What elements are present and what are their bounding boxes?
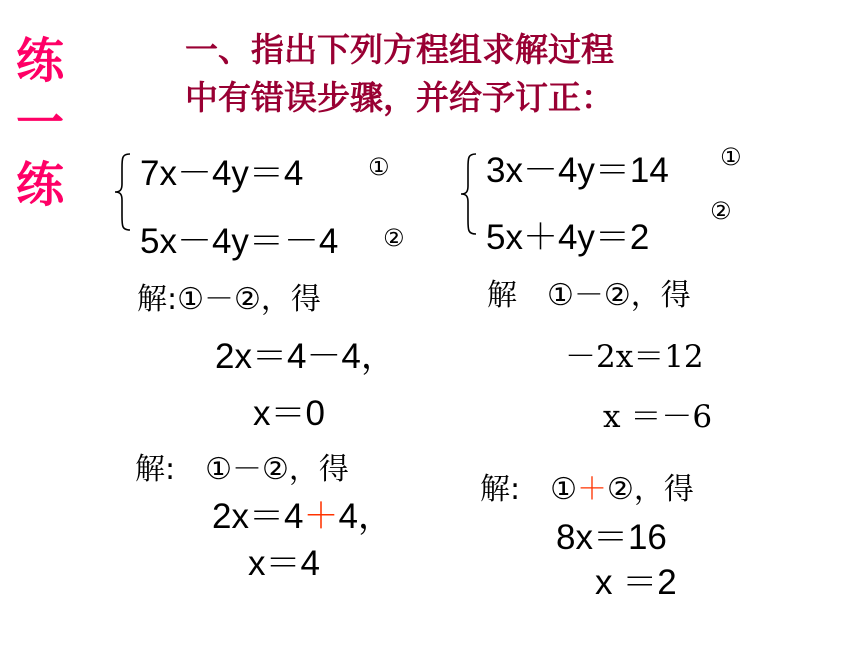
right-correct-line-1: 8x＝16 bbox=[556, 518, 667, 557]
right-equation-1: 3x－4y＝14 bbox=[486, 151, 669, 190]
side-title-char-3: 练 bbox=[15, 157, 64, 213]
left-wrong-line-2: x＝0 bbox=[253, 394, 325, 433]
left-wrong-line-1: 2x＝4－4， bbox=[215, 337, 396, 376]
left-correct-step: 解: ①－②，得 bbox=[135, 452, 349, 487]
right-equation-2-mark: ② bbox=[710, 197, 732, 225]
left-system-brace bbox=[112, 152, 134, 232]
left-wrong-step: 解:①－②，得 bbox=[137, 282, 321, 317]
right-wrong-step: 解 ①－②，得 bbox=[487, 278, 691, 313]
right-correct-step-b: ②，得 bbox=[607, 472, 694, 507]
left-correct-line-1-a: 2x＝4 bbox=[212, 497, 304, 536]
right-correct-step-a: 解: ① bbox=[480, 472, 578, 507]
heading-line-2: 中有错误步骤，并给予订正： bbox=[185, 78, 614, 117]
right-correct-step bbox=[480, 464, 694, 508]
left-correct-line-1-b: 4， bbox=[338, 497, 393, 536]
side-title-char-2: 一 bbox=[15, 95, 64, 151]
right-correct-line-2: x ＝2 bbox=[595, 563, 677, 602]
heading-line-1: 一、指出下列方程组求解过程 bbox=[185, 30, 614, 69]
left-equation-2-mark: ② bbox=[383, 224, 405, 252]
left-correct-line-1 bbox=[212, 489, 393, 539]
right-system-brace bbox=[458, 152, 480, 236]
right-correct-plus-sign: ＋ bbox=[577, 472, 608, 507]
right-equation-1-mark: ① bbox=[720, 143, 742, 171]
left-correct-plus-sign: ＋ bbox=[303, 497, 339, 536]
right-equation-2: 5x＋4y＝2 bbox=[486, 218, 650, 257]
left-equation-1: 7x－4y＝4 bbox=[140, 154, 304, 193]
left-equation-2: 5x－4y＝－4 bbox=[140, 222, 339, 261]
right-wrong-line-2: x ＝－6 bbox=[603, 399, 713, 435]
right-wrong-line-1: －2x＝12 bbox=[565, 339, 704, 375]
side-title bbox=[10, 30, 70, 216]
left-equation-1-mark: ① bbox=[368, 153, 390, 181]
side-title-char-1: 练 bbox=[15, 33, 64, 89]
left-correct-line-2: x＝4 bbox=[248, 544, 320, 583]
